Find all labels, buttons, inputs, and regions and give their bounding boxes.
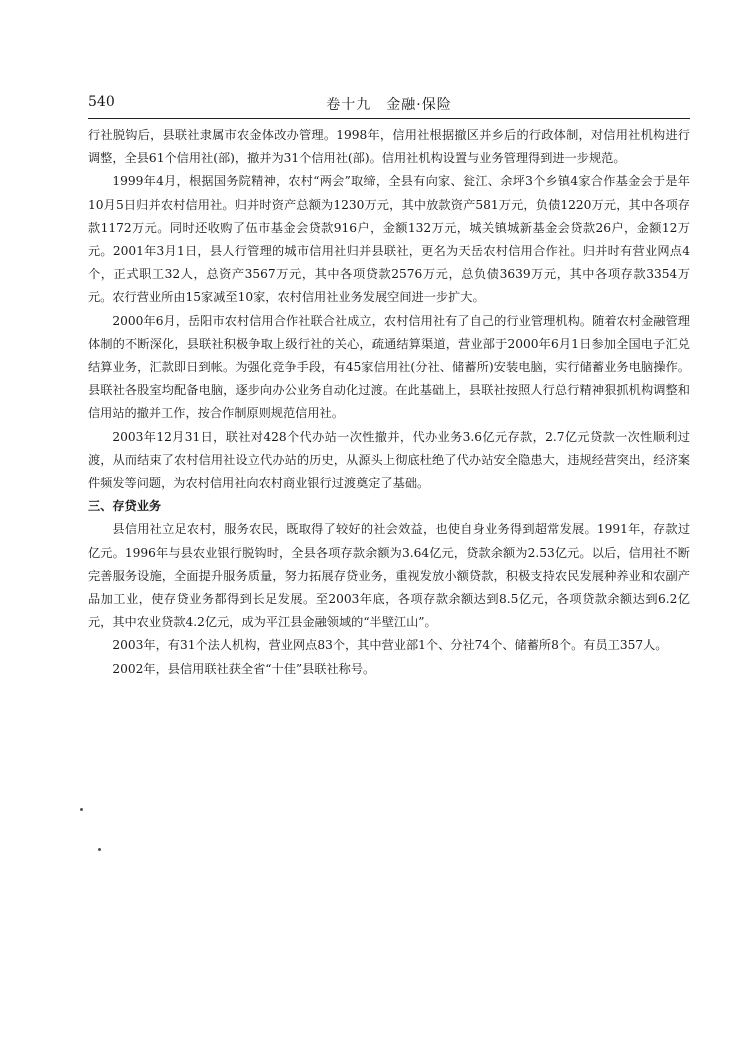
- paragraph: 2000年6月，岳阳市农村信用合作社联合社成立，农村信用社有了自己的行业管理机构。随着农村金融管理体制的不断深化，县联社积极争取上级行社的关心，疏通结算渠道，营业部于2000年6月1日参加全国电子汇兑结算业务，汇款即日到帐。为强化竞争手段，有45家信用社(分社、储蓄所)安装电脑，实行储蓄业务电脑操作。县联社各股室均配备电脑，逐步向办公业务自动化过渡。在此基础上，县联社按照人行总行精神狠抓机构调整和信用站的撤并工作，按合作制原则规范信用社。: [88, 313, 690, 421]
- paragraph: 2003年，有31个法人机构，营业网点83个，其中营业部1个、分社74个、储蓄所8个。有员工357人。: [112, 638, 668, 653]
- running-title: 卷十九 金融·保险: [326, 97, 452, 113]
- scan-speck: [80, 808, 83, 811]
- page-number: 540: [88, 94, 115, 110]
- header-rule: [88, 118, 690, 119]
- paragraph-continued: 行社脱钩后，县联社隶属市农金体改办管理。1998年，信用社根据撤区并乡后的行政体制，对信用社机构进行调整，全县61个信用社(部)，撤并为31个信用社(部)。信用社机构设置与业务管理得到进一步规范。: [88, 128, 690, 166]
- paragraph: 1999年4月，根据国务院精神，农村“两会”取缔，全县有向家、瓮江、余坪3个乡镇4家合作基金会于是年10月5日归并农村信用社。归并时资产总额为1230万元，其中放款资产581万元，负债1220万元，其中各项存款1172万元。同时还收购了伍市基金会贷款916户，金额132万元，城关镇城新基金会贷款26户，金额12万元。2001年3月1日，县人行管理的城市信用社归并县联社，更名为天岳农村信用合作社。归并时有营业网点4个，正式职工32人，总资产3567万元，其中各项贷款2576万元，总负债3639万元，其中各项存款3354万元。农行营业所由15家减至10家，农村信用社业务发展空间进一步扩大。: [88, 174, 690, 305]
- section-heading: 三、存贷业务: [88, 499, 162, 514]
- paragraph: 2002年，县信用联社获全省“十佳”县联社称号。: [112, 661, 376, 676]
- scan-speck: [98, 848, 101, 851]
- paragraph: 县信用社立足农村，服务农民，既取得了较好的社会效益，也使自身业务得到超常发展。1991年，存款过亿元。1996年与县农业银行脱钩时，全县各项存款余额为3.64亿元，贷款余额为2.53亿元。以后，信用社不断完善服务设施，全面提升服务质量，努力拓展存贷业务，重视发放小额贷款，积极支持农民发展种养业和农副产品加工业，使存贷业务都得到长足发展。至2003年底，各项存款余额达到8.5亿元，各项贷款余额达到6.2亿元，其中农业贷款4.2亿元，成为平江县金融领域的“半壁江山”。: [88, 522, 690, 630]
- body-text: [88, 124, 690, 681]
- paragraph: 2003年12月31日，联社对428个代办站一次性撤并，代办业务3.6亿元存款，2.7亿元贷款一次性顺利过渡，从而结束了农村信用社设立代办站的历史，从源头上彻底杜绝了代办站安全隐患大，违规经营突出，经济案件频发等问题，为农村信用社向农村商业银行过渡奠定了基础。: [88, 429, 690, 491]
- page-header: [88, 88, 690, 116]
